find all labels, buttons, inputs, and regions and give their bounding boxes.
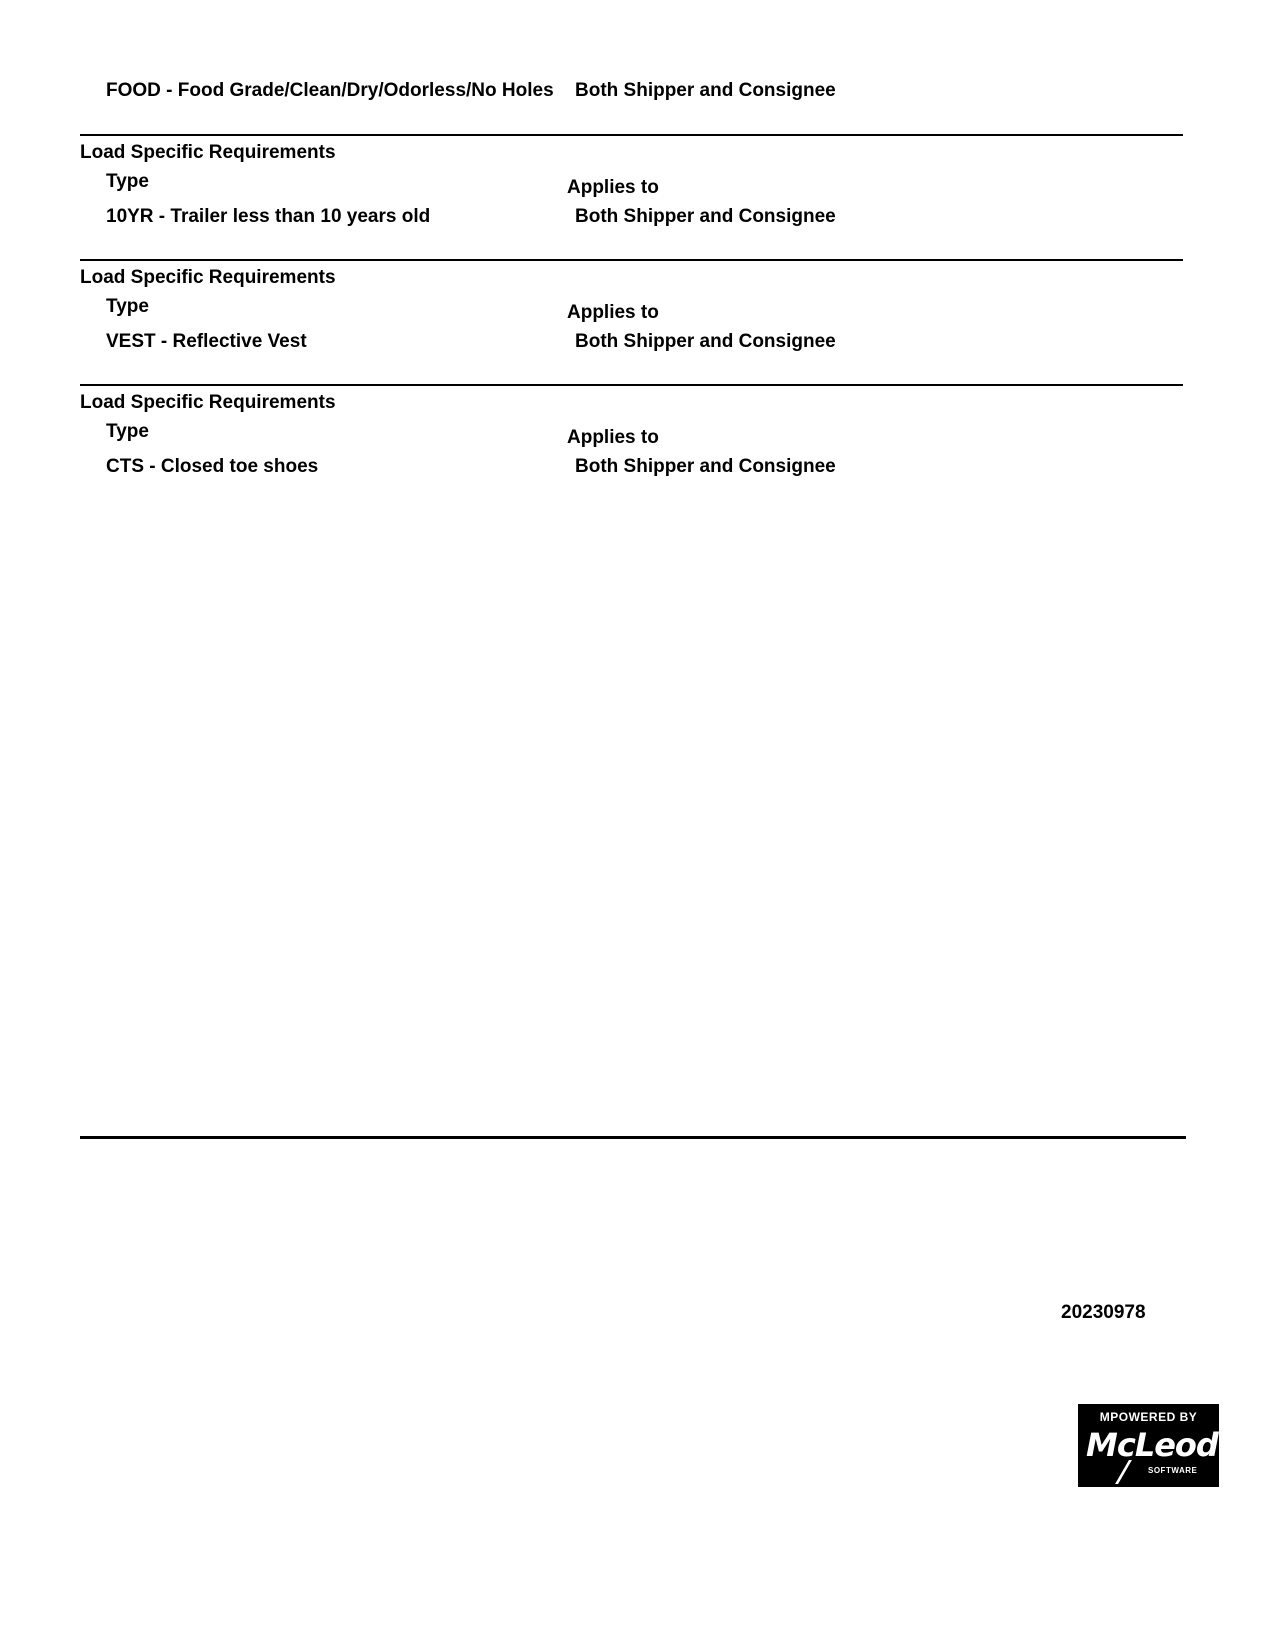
mcleod-logo	[1078, 1404, 1219, 1487]
applies-to-value: Both Shipper and Consignee	[575, 331, 836, 352]
top-type-value: FOOD - Food Grade/Clean/Dry/Odorless/No Holes	[106, 80, 554, 101]
type-value: VEST - Reflective Vest	[106, 331, 307, 352]
top-applies-value: Both Shipper and Consignee	[575, 80, 836, 101]
applies-to-label: Applies to	[567, 177, 659, 198]
section-divider	[80, 259, 1183, 261]
type-label: Type	[106, 421, 149, 442]
section-divider	[80, 134, 1183, 136]
section-heading: Load Specific Requirements	[80, 142, 336, 163]
section-heading: Load Specific Requirements	[80, 392, 336, 413]
applies-to-label: Applies to	[567, 302, 659, 323]
footer-divider	[80, 1136, 1186, 1139]
section-heading: Load Specific Requirements	[80, 267, 336, 288]
document-number: 20230978	[1061, 1302, 1146, 1323]
type-label: Type	[106, 296, 149, 317]
type-value: CTS - Closed toe shoes	[106, 456, 319, 477]
applies-to-value: Both Shipper and Consignee	[575, 456, 836, 477]
logo-top-text: MPOWERED BY	[1099, 1410, 1198, 1424]
section-divider	[80, 384, 1183, 386]
type-value: 10YR - Trailer less than 10 years old	[106, 206, 431, 227]
logo-brand: McLeod	[1086, 1426, 1218, 1464]
applies-to-label: Applies to	[567, 427, 659, 448]
logo-sub-text: SOFTWARE	[1148, 1466, 1198, 1475]
applies-to-value: Both Shipper and Consignee	[575, 206, 836, 227]
type-label: Type	[106, 171, 149, 192]
